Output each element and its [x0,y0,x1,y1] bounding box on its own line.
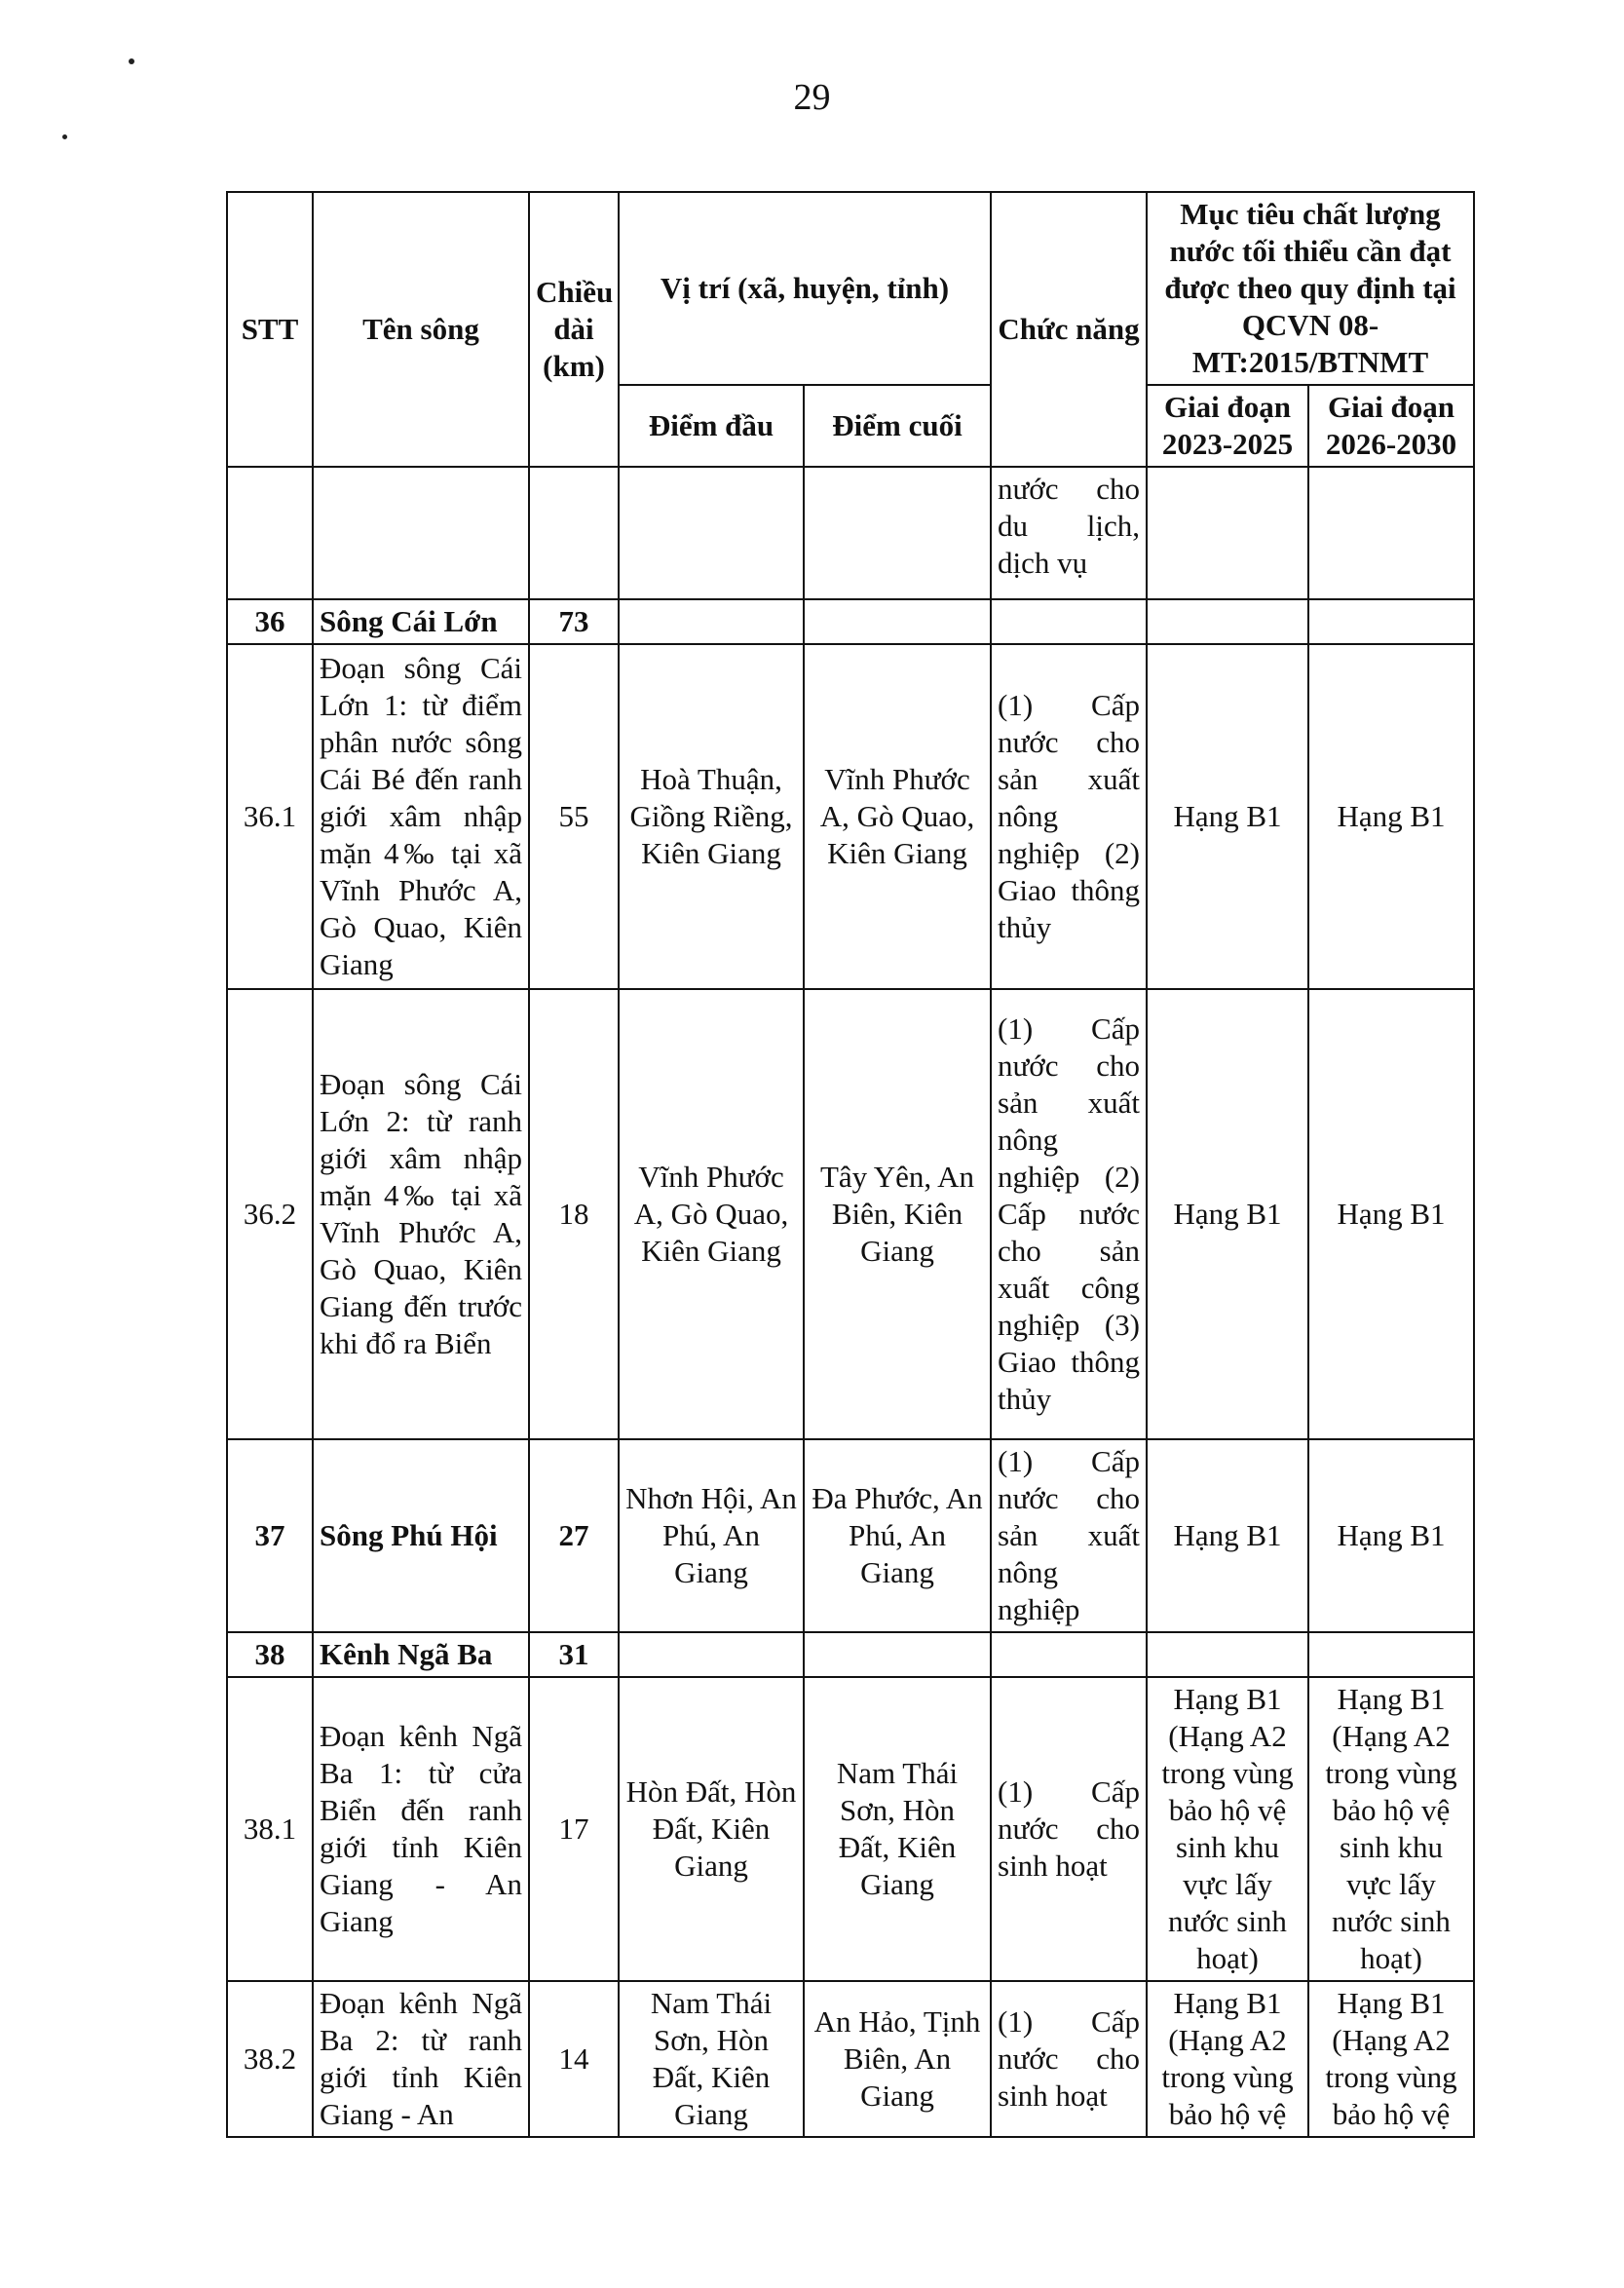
cell-phase1: Hạng B1 [1147,644,1308,989]
table-row [227,989,1474,1439]
table-row [227,1632,1474,1677]
cell-stt: 37 [227,1439,313,1632]
cell-name: Kênh Ngã Ba [313,1632,529,1677]
header-phase2: Giai đoạn 2026-2030 [1308,385,1474,467]
cell-phase2: Hạng B1 (Hạng A2 trong vùng bảo hộ vệ sinh khu vực lấy nước sinh hoạt) [1308,1677,1474,1981]
cell-start: Vĩnh Phước A, Gò Quao, Kiên Giang [619,989,804,1439]
cell-function: (1) Cấp nước cho sản xuất nông nghiệp (2) Giao thông thủy [991,644,1147,989]
cell-name: Đoạn kênh Ngã Ba 2: từ ranh giới tỉnh Kiên Giang - An [313,1981,529,2137]
header-start: Điểm đầu [619,385,804,467]
table-row [227,599,1474,644]
cell-function [991,599,1147,644]
cell-phase2 [1308,1632,1474,1677]
page-number: 29 [793,77,831,118]
cell-stt: 36.1 [227,644,313,989]
cell-name [313,467,529,599]
cell-start: Nam Thái Sơn, Hòn Đất, Kiên Giang [619,1981,804,2137]
cell-phase1 [1147,1632,1308,1677]
cell-start: Hoà Thuận, Giồng Riềng, Kiên Giang [619,644,804,989]
cell-phase2: Hạng B1 (Hạng A2 trong vùng bảo hộ vệ [1308,1981,1474,2137]
cell-name: Đoạn sông Cái Lớn 1: từ điểm phân nước sông Cái Bé đến ranh giới xâm nhập mặn 4‰ tại xã Vĩnh Phước A, Gò Quao, Kiên Giang [313,644,529,989]
cell-start [619,467,804,599]
cell-start [619,599,804,644]
cell-length [529,467,619,599]
cell-stt: 36.2 [227,989,313,1439]
cell-end [804,599,991,644]
cell-function: (1) Cấp nước cho sản xuất nông nghiệp (2) Cấp nước cho sản xuất công nghiệp (3) Giao thông thủy [991,989,1147,1439]
cell-phase2: Hạng B1 [1308,1439,1474,1632]
header-phase1: Giai đoạn 2023-2025 [1147,385,1308,467]
cell-start [619,1632,804,1677]
cell-start: Hòn Đất, Hòn Đất, Kiên Giang [619,1677,804,1981]
header-name: Tên sông [313,192,529,467]
cell-start: Nhơn Hội, An Phú, An Giang [619,1439,804,1632]
header-target: Mục tiêu chất lượng nước tối thiểu cần đạt được theo quy định tại QCVN 08-MT:2015/BTNMT [1147,192,1474,385]
cell-length: 73 [529,599,619,644]
table-row [227,1981,1474,2137]
scan-speck [62,134,67,139]
header-function: Chức năng [991,192,1147,467]
cell-stt: 38 [227,1632,313,1677]
cell-name: Đoạn kênh Ngã Ba 1: từ cửa Biển đến ranh giới tỉnh Kiên Giang - An Giang [313,1677,529,1981]
cell-length: 17 [529,1677,619,1981]
header-location: Vị trí (xã, huyện, tỉnh) [619,192,991,385]
cell-phase1: Hạng B1 [1147,1439,1308,1632]
cell-phase1 [1147,467,1308,599]
cell-length: 31 [529,1632,619,1677]
cell-function [991,1632,1147,1677]
cell-phase1 [1147,599,1308,644]
cell-phase2: Hạng B1 [1308,644,1474,989]
cell-stt: 38.1 [227,1677,313,1981]
cell-phase1: Hạng B1 [1147,989,1308,1439]
header-length: Chiều dài (km) [529,192,619,467]
cell-name: Sông Phú Hội [313,1439,529,1632]
cell-end [804,467,991,599]
cell-length: 55 [529,644,619,989]
cell-stt: 38.2 [227,1981,313,2137]
water-quality-table [226,191,1475,2138]
header-stt: STT [227,192,313,467]
scan-speck [129,58,134,64]
cell-length: 14 [529,1981,619,2137]
header-end: Điểm cuối [804,385,991,467]
cell-function: (1) Cấp nước cho sinh hoạt [991,1981,1147,2137]
cell-name: Đoạn sông Cái Lớn 2: từ ranh giới xâm nhập mặn 4‰ tại xã Vĩnh Phước A, Gò Quao, Kiên Giang đến trước khi đổ ra Biển [313,989,529,1439]
cell-phase1: Hạng B1 (Hạng A2 trong vùng bảo hộ vệ [1147,1981,1308,2137]
cell-end: Tây Yên, An Biên, Kiên Giang [804,989,991,1439]
cell-end: Đa Phước, An Phú, An Giang [804,1439,991,1632]
cell-length: 27 [529,1439,619,1632]
cell-phase2 [1308,599,1474,644]
cell-end: Nam Thái Sơn, Hòn Đất, Kiên Giang [804,1677,991,1981]
cell-function: nước cho du lịch, dịch vụ [991,467,1147,599]
table-row [227,1439,1474,1632]
cell-name: Sông Cái Lớn [313,599,529,644]
cell-phase1: Hạng B1 (Hạng A2 trong vùng bảo hộ vệ sinh khu vực lấy nước sinh hoạt) [1147,1677,1308,1981]
table-row [227,1677,1474,1981]
cell-length: 18 [529,989,619,1439]
cell-function: (1) Cấp nước cho sản xuất nông nghiệp [991,1439,1147,1632]
table-row [227,644,1474,989]
cell-end [804,1632,991,1677]
cell-stt [227,467,313,599]
cell-phase2 [1308,467,1474,599]
cell-end: An Hảo, Tịnh Biên, An Giang [804,1981,991,2137]
cell-function: (1) Cấp nước cho sinh hoạt [991,1677,1147,1981]
cell-end: Vĩnh Phước A, Gò Quao, Kiên Giang [804,644,991,989]
cell-stt: 36 [227,599,313,644]
table-row [227,467,1474,599]
cell-phase2: Hạng B1 [1308,989,1474,1439]
